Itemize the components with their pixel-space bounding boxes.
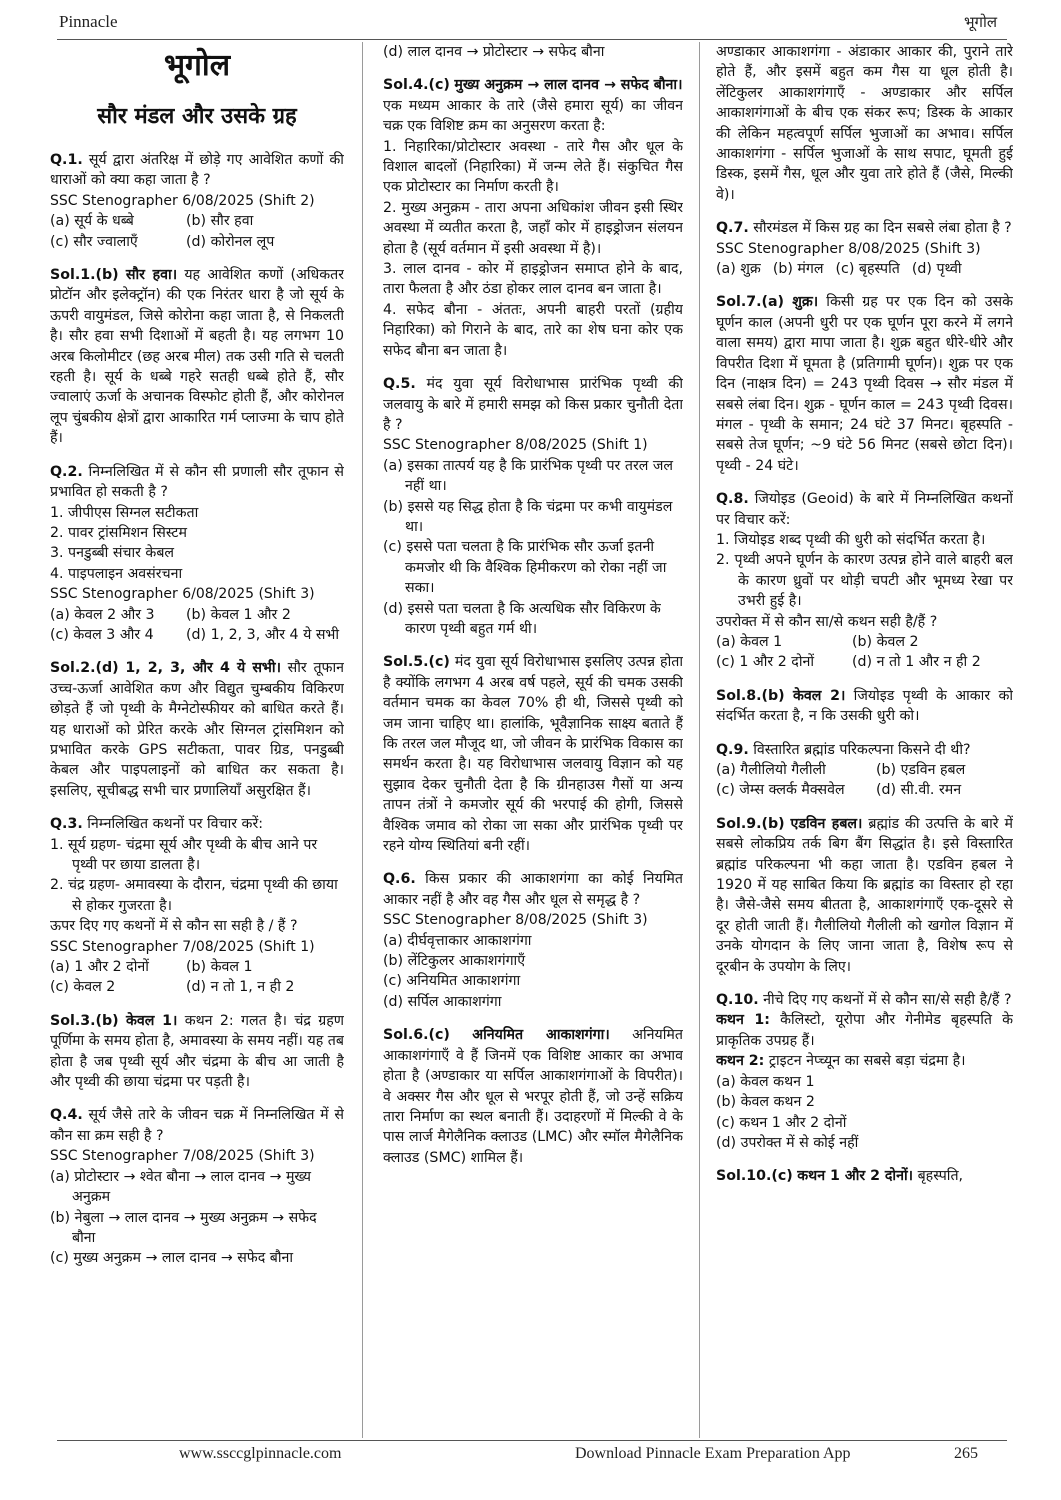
solution-answer: 1, 2, 3, और 4 ये सभी। [125, 660, 281, 677]
solution-label: Sol.9.(b) [716, 815, 785, 832]
question-number: Q.6. [383, 871, 416, 888]
question-tail: ऊपर दिए गए कथनों में से कौन सा सही है / हैं ? [50, 918, 298, 935]
solution-2 [50, 658, 344, 801]
statement-text: कैलिस्टो, यूरोपा और गेनीमेड बृहस्पति के प्राकृतिक उपग्रह हैं। [716, 1012, 1013, 1049]
option-c: (c) अनियमित आकाशगंगा [383, 973, 521, 990]
statement-item: 4. पाइपलाइन अवसंरचना [50, 565, 183, 582]
question-8 [716, 489, 1013, 673]
solution-6 [383, 1025, 683, 1168]
exam-source: SSC Stenographer 7/08/2025 (Shift 1) [50, 938, 315, 955]
option-a: (a) केवल 1 [716, 633, 783, 650]
option-b: (b) इससे यह सिद्ध होता है कि चंद्रमा पर कभी वायुमंडल था। [383, 498, 673, 535]
solution-label: Sol.1.(b) [50, 267, 119, 284]
solution-answer: सौर हवा। [125, 267, 178, 284]
solution-5 [383, 652, 683, 856]
exam-source: SSC Stenographer 6/08/2025 (Shift 3) [50, 586, 315, 603]
option-c: (c) सौर ज्वालाएँ [50, 233, 138, 250]
option-d: (d) पृथ्वी [911, 261, 962, 278]
question-text: जियोइड (Geoid) के बारे में निम्नलिखित कथनों पर विचार करें: [716, 491, 1013, 528]
solution-3 [50, 1011, 344, 1093]
question-text: सूर्य द्वारा अंतरिक्ष में छोड़े गए आवेशित कणों की धाराओं को क्या कहा जाता है ? [50, 152, 344, 189]
solution-point: 3. लाल दानव - कोर में हाइड्रोजन समाप्त होने के बाद, तारा फैलता है और ठंडा होकर लाल दानव बन जाता है। [383, 261, 683, 298]
option-c: (c) बृहस्पति [835, 261, 900, 278]
statement-item: 1. सूर्य ग्रहण- चंद्रमा सूर्य और पृथ्वी के बीच आने पर पृथ्वी पर छाया डालता है। [50, 836, 318, 873]
question-number: Q.1. [50, 152, 83, 168]
solution-9 [716, 814, 1013, 977]
option-b: (b) लेंटिकुलर आकाशगंगाएँ [383, 953, 526, 970]
option-a: (a) गैलीलियो गैलीली [716, 762, 826, 778]
solution-text: बृहस्पति, [917, 1168, 964, 1185]
column-1 [50, 42, 344, 1438]
solution-10 [716, 1166, 1013, 1186]
statement-item: 2. चंद्र ग्रहण- अमावस्या के दौरान, चंद्रमा पृथ्वी की छाया से होकर गुजरता है। [50, 877, 338, 914]
solution-label: Sol.2.(d) [50, 660, 119, 677]
statement-label: कथन 1: [716, 1012, 770, 1029]
exam-source: SSC Stenographer 6/08/2025 (Shift 2) [50, 192, 315, 209]
question-9 [716, 740, 1013, 801]
option-a: (a) दीर्घवृत्ताकार आकाशगंगा [383, 932, 532, 949]
question-text: सौरमंडल में किस ग्रह का दिन सबसे लंबा होता है ? [753, 220, 1012, 237]
solution-1 [50, 265, 344, 449]
question-number: Q.7. [716, 220, 749, 237]
solution-point: 4. सफेद बौना - अंततः, अपनी बाहरी परतों (ग्रहीय निहारिका) को गिराने के बाद, तारे का शेष घना कोर एक सफेद बौना बन जाता है। [383, 301, 683, 359]
statement-item: 2. पृथ्वी अपने घूर्णन के कारण उत्पन्न होने वाले बाहरी बल के कारण ध्रुवों पर थोड़ी चपटी और भूमध्य रेखा पर उभरी हुई है। [716, 552, 1013, 610]
option-a: (a) 1 और 2 दोनों [50, 959, 149, 976]
app-download-text: Download Pinnacle Exam Preparation App [575, 1445, 851, 1462]
question-number: Q.10. [716, 992, 759, 1009]
statement-item: 1. जियोइड शब्द पृथ्वी की धुरी को संदर्भित करता है। [716, 531, 986, 548]
option-d: (d) कोरोनल लूप [186, 233, 275, 250]
solution-label: Sol.5.(c) [383, 654, 450, 671]
question-text: निम्नलिखित में से कौन सी प्रणाली सौर तूफान से प्रभावित हो सकती है ? [50, 463, 344, 501]
section-title: सौर मंडल और उसके ग्रह [97, 104, 297, 129]
solution-label: Sol.4.(c) [383, 77, 450, 94]
statement-item: 1. जीपीएस सिग्नल सटीकता [50, 504, 199, 521]
option-b: (b) एडविन हबल [876, 762, 966, 778]
option-d: (d) सी.वी. रमन [876, 782, 962, 799]
option-b: (b) केवल 2 [852, 633, 919, 650]
question-text: सूर्य जैसे तारे के जीवन चक्र में निम्नलिखित में से कौन सा क्रम सही है ? [50, 1107, 344, 1144]
option-c: (c) जेम्स क्लर्क मैक्सवेल [716, 782, 845, 799]
question-3 [50, 814, 344, 998]
solution-answer: शुक्र। [792, 294, 819, 311]
solution-text: कथन 2: गलत है। चंद्र ग्रहण पूर्णिमा के समय होता है, अमावस्या के समय नहीं। यह तब होता है जब पृथ्वी सूर्य और चंद्रमा के बीच आ जाती है और पृथ्वी की छाया चंद्रमा पर पड़ती है। [50, 1012, 344, 1091]
option-b: (b) केवल 1 [186, 959, 253, 976]
option-a: (a) सूर्य के धब्बे [50, 213, 134, 230]
question-6 [383, 869, 683, 1012]
solution-label: Sol.10.(c) [716, 1168, 793, 1185]
column-3 [716, 42, 1013, 1438]
solution-label: Sol.3.(b) [50, 1012, 119, 1029]
solution-point: 2. मुख्य अनुक्रम - तारा अपना अधिकांश जीवन इसी स्थिर अवस्था में व्यतीत करता है, जहाँ कोर में हाइड्रोजन संलयन होता है (सूर्य वर्तमान में इसी अवस्था में है)। [383, 199, 683, 257]
option-c: (c) कथन 1 और 2 दोनों [716, 1114, 847, 1131]
website-link[interactable]: www.ssccglpinnacle.com [179, 1445, 342, 1462]
solution-answer: केवल 2। [792, 687, 846, 704]
solution-answer: मुख्य अनुक्रम → लाल दानव → सफेद बौना। [454, 77, 683, 94]
chapter-title: भूगोल [163, 48, 231, 83]
solution-4 [383, 75, 683, 361]
question-text: निम्नलिखित कथनों पर विचार करें: [87, 816, 264, 833]
question-tail: उपरोक्त में से कौन सा/से कथन सही है/हैं ? [716, 613, 938, 630]
solution-text: अनियमित आकाशगंगाएँ वे हैं जिनमें एक विशिष्ट आकार का अभाव होता है (अण्डाकार या सर्पिल आकाशगंगाओं के विपरीत)। वे अक्सर गैस और धूल से भरपूर होती हैं, जो उन्हें सक्रिय तारा निर्माण का स्थल बनाती हैं। उदाहरणों में मिल्की वे के पास लार्ज मैगेलैनिक क्लाउड (LMC) और स्मॉल मैगेलैनिक क्लाउड (SMC) शामिल हैं। [383, 1027, 683, 1166]
statement-item: 3. पनडुब्बी संचार केबल [50, 545, 175, 562]
column-2 [383, 42, 683, 1438]
option-c: (c) इससे पता चलता है कि प्रारंभिक सौर ऊर्जा इतनी कमजोर थी कि वैश्विक हिमीकरण को रोका नहीं जा सका। [383, 539, 667, 597]
solution-text: यह आवेशित कणों (अधिकतर प्रोटॉन और इलेक्ट्रॉन) की एक निरंतर धारा है जो सूर्य के ऊपरी वायुमंडल, जिसे कोरोना कहा जाता है, से निकलती है। सौर हवा सभी दिशाओं में बहती है। यह लगभग 10 अरब किलोमीटर (छह अरब मील) तक उसी गति से चलती रहती है। सूर्य के धब्बे गहरे सतही धब्बे होते हैं, सौर ज्वालाएं ऊर्जा के अचानक विस्फोट होती हैं, और कोरोनल लूप चुंबकीय क्षेत्रों द्वारा आकारित गर्म प्लाज्मा के चाप होते हैं। [50, 267, 344, 447]
option-c: (c) केवल 3 और 4 [50, 626, 154, 643]
question-1 [50, 150, 344, 252]
column-divider [362, 42, 363, 1438]
subject-name: भूगोल [963, 13, 997, 31]
option-b: (b) सौर हवा [186, 213, 254, 230]
solution-answer: कथन 1 और 2 दोनों। [797, 1168, 914, 1185]
option-a: (a) केवल 2 और 3 [50, 606, 155, 623]
solution-label: Sol.8.(b) [716, 687, 785, 704]
running-footer [57, 1440, 1007, 1470]
question-number: Q.3. [50, 816, 83, 833]
solution-intro: एक मध्यम आकार के तारे (जैसे हमारा सूर्य) का जीवन चक्र एक विशिष्ट क्रम का अनुसरण करता है: [383, 97, 683, 135]
option-d: (d) इससे पता चलता है कि अत्यधिक सौर विकिरण के कारण पृथ्वी बहुत गर्म थी। [383, 600, 661, 637]
option-d: (d) लाल दानव → प्रोटोस्टार → सफेद बौना [383, 44, 605, 60]
option-d: (d) न तो 1 और न ही 2 [852, 654, 981, 671]
option-b: (b) केवल कथन 2 [716, 1094, 815, 1111]
question-5 [383, 374, 683, 639]
solution-text: ब्रह्मांड की उत्पत्ति के बारे में सबसे लोकप्रिय तर्क बिग बैंग सिद्धांत है। इसे विस्तारित ब्रह्मांड परिकल्पना भी कहा जाता है। एडविन हबल ने 1920 में यह साबित किया कि ब्रह्मांड का विस्तार हो रहा है। जैसे-जैसे समय बीतता है, आकाशगंगाएँ एक-दूसरे से दूर होती जाती हैं। गैलीलियो गैलीली को खगोल विज्ञान में उनके योगदान के लिए जाना जाता है, विशेष रूप से दूरबीन के उपयोग के लिए। [716, 815, 1013, 975]
option-a: (a) इसका तात्पर्य यह है कि प्रारंभिक पृथ्वी पर तरल जल नहीं था। [383, 457, 674, 495]
option-b: (b) नेबुला → लाल दानव → मुख्य अनुक्रम → सफेद बौना [50, 1209, 317, 1246]
solution-answer: केवल 1। [125, 1012, 178, 1029]
option-a: (a) केवल कथन 1 [716, 1073, 815, 1090]
statement-label: कथन 2: [716, 1053, 765, 1070]
question-number: Q.8. [716, 491, 749, 508]
question-text: किस प्रकार की आकाशगंगा का कोई नियमित आकार नहीं है और वह गैस और धूल से समृद्ध है ? [383, 871, 683, 908]
exam-source: SSC Stenographer 7/08/2025 (Shift 3) [50, 1148, 315, 1165]
question-text: नीचे दिए गए कथनों में से कौन सा/से सही है/हैं ? [763, 992, 1012, 1009]
option-d: (d) न तो 1, न ही 2 [186, 979, 295, 996]
option-c: (c) केवल 2 [50, 979, 116, 996]
statement-text: ट्राइटन नेप्च्यून का सबसे बड़ा चंद्रमा है। [768, 1053, 966, 1070]
option-d: (d) सर्पिल आकाशगंगा [383, 993, 502, 1010]
solution-text: किसी ग्रह पर एक दिन को उसके घूर्णन काल (अपनी धुरी पर एक घूर्णन पूरा करने में लगने वाला समय) द्वारा मापा जाता है। शुक्र बहुत धीरे-धीरे और विपरीत दिशा में घूमता है (प्रतिगामी घूर्णन)। शुक्र पर एक दिन (नाक्षत्र दिन) = 243 पृथ्वी दिवस → सौर मंडल में सबसे लंबा दिन। शुक्र - घूर्णन काल = 243 पृथ्वी दिवस। मंगल - पृथ्वी के समान; 24 घंटे 37 मिनट। बृहस्पति - सबसे तेज घूर्णन; ~9 घंटे 56 मिनट (सबसे छोटा दिन)। पृथ्वी - 24 घंटे। [716, 294, 1013, 474]
option-a: (a) शुक्र [716, 261, 761, 278]
question-number: Q.2. [50, 463, 83, 480]
question-4 [50, 1105, 344, 1268]
option-b: (b) केवल 1 और 2 [186, 606, 291, 623]
solution-text: मंद युवा सूर्य विरोधाभास इसलिए उत्पन्न होता है क्योंकि लगभग 4 अरब वर्ष पहले, सूर्य की चमक उसकी वर्तमान चमक का केवल 70% ही थी, जिससे पृथ्वी को जम जाना चाहिए था। हालांकि, भूवैज्ञानिक साक्ष्य बताते हैं कि तरल जल मौजूद था, जो जीवन के प्रारंभिक विकास का समर्थन करता है। यह विरोधाभास जलवायु विज्ञान को यह सुझाव देकर चुनौती देता है कि ग्रीनहाउस गैसों या अन्य तापन तंत्रों ने कमजोर सूर्य की भरपाई की होगी, जिससे वैश्विक जमाव को रोका जा सका और प्रारंभिक पृथ्वी पर रहने योग्य स्थितियां बनी रहीं। [383, 654, 683, 855]
publisher-name: Pinnacle [59, 12, 118, 31]
question-10 [716, 990, 1013, 1153]
solution-text: जियोइड पृथ्वी के आकार को संदर्भित करता है, न कि उसकी धुरी को। [716, 687, 1013, 725]
solution-text: सौर तूफान उच्च-ऊर्जा आवेशित कण और विद्युत चुम्बकीय विकिरण छोड़ते हैं जो पृथ्वी के मैग्नेटोस्फीयर को बाधित करते हैं। यह धाराओं को प्रेरित करके और सिग्नल ट्रांसमिशन को प्रभावित करके GPS सटीकता, पावर ग्रिड, पनडुब्बी केबल और पाइपलाइनों को बाधित कर सकता है। इसलिए, सूचीबद्ध सभी चार प्रणालियाँ असुरक्षित हैं। [50, 660, 344, 799]
solution-answer: अनियमित आकाशगंगा। [472, 1027, 610, 1044]
question-7 [716, 218, 1013, 279]
question-number: Q.9. [716, 741, 749, 758]
solution-answer: एडविन हबल। [790, 815, 863, 832]
exam-source: SSC Stenographer 8/08/2025 (Shift 1) [383, 437, 648, 454]
solution-6-continued: अण्डाकार आकाशगंगा - अंडाकार आकार की, पुराने तारे होते हैं, और इसमें बहुत कम गैस या धूल होती है। लेंटिकुलर आकाशगंगाएँ - अण्डाकार और सर्पिल आकाशगंगाओं के बीच एक संकर रूप; डिस्क के आकार की लेकिन महत्वपूर्ण सर्पिल भुजाओं का अभाव। सर्पिल आकाशगंगा - सर्पिल भुजाओं के साथ सपाट, घूमती हुई डिस्क, इसमें गैस, धूल और युवा तारे होते हैं (जैसे, मिल्की वे)। [716, 44, 1013, 203]
solution-label: Sol.6.(c) [383, 1027, 450, 1044]
statement-item: 2. पावर ट्रांसमिशन सिस्टम [50, 524, 188, 541]
option-c: (c) 1 और 2 दोनों [716, 654, 815, 671]
running-header [57, 8, 1007, 40]
solution-point: 1. निहारिका/प्रोटोस्टार अवस्था - तारे गैस और धूल के विशाल बादलों (निहारिका) में जन्म लेते हैं। संकुचित गैस एक प्रोटोस्टार का निर्माण करती है। [383, 138, 683, 196]
question-text: मंद युवा सूर्य विरोधाभास प्रारंभिक पृथ्वी की जलवायु के बारे में हमारी समझ को किस प्रकार चुनौती देता है ? [383, 376, 683, 433]
option-d: (d) उपरोक्त में से कोई नहीं [716, 1134, 859, 1151]
question-number: Q.4. [50, 1107, 83, 1124]
solution-7 [716, 292, 1013, 476]
exam-source: SSC Stenographer 8/08/2025 (Shift 3) [383, 912, 648, 929]
option-d: (d) 1, 2, 3, और 4 ये सभी [186, 626, 340, 643]
option-c: (c) मुख्य अनुक्रम → लाल दानव → सफेद बौना [50, 1250, 294, 1267]
column-divider [699, 42, 700, 1438]
option-a: (a) प्रोटोस्टार → श्वेत बौना → लाल दानव → मुख्य अनुक्रम [50, 1168, 311, 1206]
question-number: Q.5. [383, 376, 416, 393]
option-b: (b) मंगल [772, 261, 824, 278]
question-2 [50, 462, 344, 646]
question-text: विस्तारित ब्रह्मांड परिकल्पना किसने दी थी? [753, 741, 971, 758]
exam-source: SSC Stenographer 8/08/2025 (Shift 3) [716, 240, 981, 257]
page-number: 265 [954, 1445, 978, 1462]
solution-8 [716, 686, 1013, 727]
solution-label: Sol.7.(a) [716, 294, 785, 311]
